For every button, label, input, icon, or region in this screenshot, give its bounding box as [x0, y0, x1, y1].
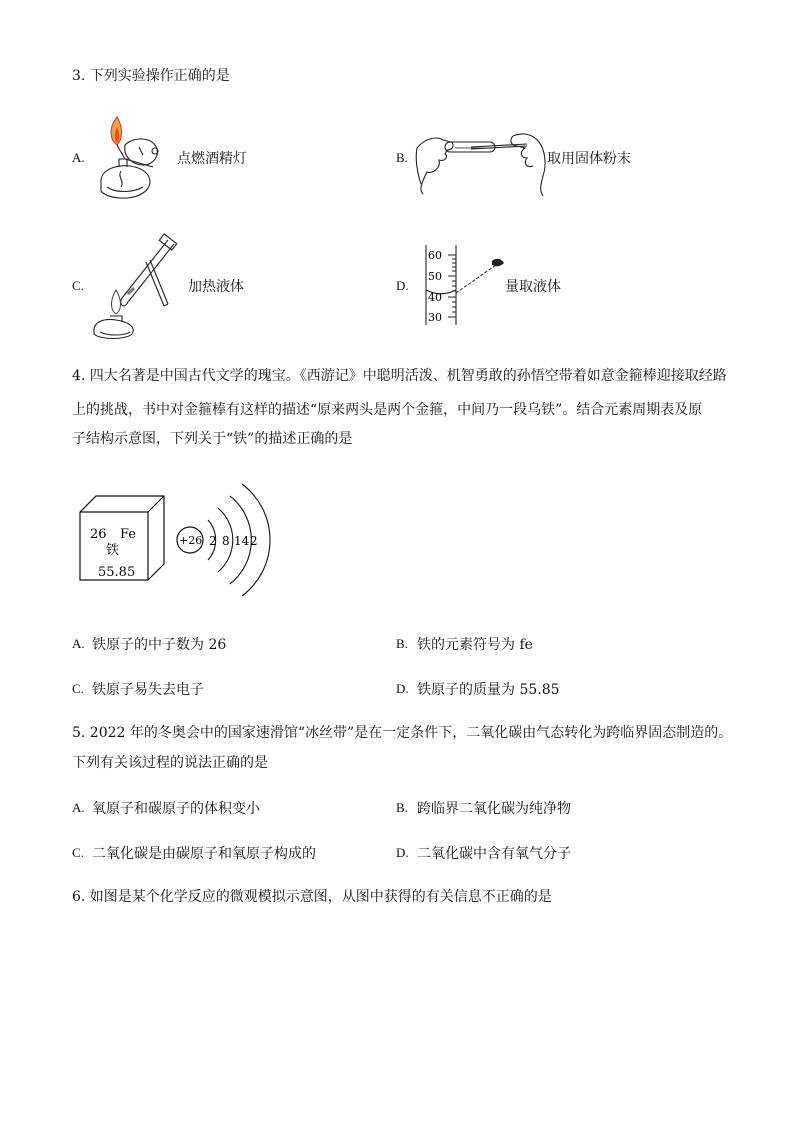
q5-option-d-text: 二氧化碳中含有氧气分子 [417, 846, 571, 862]
q4-option-d-letter: D. [396, 681, 409, 696]
test-tube-powder-icon [415, 128, 555, 198]
q4-option-d-text: 铁原子的质量为 55.85 [417, 682, 560, 698]
cylinder-tick-30: 30 [428, 311, 442, 324]
q5-option-c-text: 二氧化碳是由碳原子和氧原子构成的 [92, 846, 316, 862]
q4-option-b-text: 铁的元素符号为 fe [417, 637, 533, 653]
q4-option-c-letter: C. [72, 681, 84, 696]
q4-option-a-letter: A. [72, 636, 85, 651]
cylinder-tick-60: 60 [428, 249, 442, 262]
q4-option-a-text: 铁原子的中子数为 26 [92, 637, 227, 653]
q4-option-b-letter: B. [396, 636, 408, 651]
element-atomic-mass: 55.85 [98, 565, 136, 580]
shell-4-electrons: 2 [250, 534, 258, 548]
q3-option-c-letter: C. [72, 278, 84, 293]
q3-option-b-caption: 取用固体粉末 [547, 151, 631, 167]
element-atomic-number: 26 [90, 527, 107, 542]
q5-option-d-letter: D. [396, 845, 409, 860]
cylinder-tick-40: 40 [428, 291, 442, 304]
cylinder-tick-50: 50 [428, 270, 442, 283]
element-name: 铁 [106, 543, 120, 558]
q3-option-d-caption: 量取液体 [505, 279, 561, 295]
q4-stem-line-3: 子结构示意图，下列关于“铁”的描述正确的是 [72, 431, 353, 447]
q6-stem: 6. 如图是某个化学反应的微观模拟示意图，从图中获得的有关信息不正确的是 [72, 889, 552, 905]
q4-stem-line-2: 上的挑战，书中对金箍棒有这样的描述“原来两头是两个金箍，中间乃一段乌铁”。结合元素周期表及原 [72, 402, 703, 418]
shell-3-electrons: 14 [234, 534, 250, 548]
q4-stem-line-1: 4. 四大名著是中国古代文学的瑰宝。《西游记》中聪明活泼、机智勇敢的孙悟空带着如意金箍棒迎接取经路 [72, 368, 727, 384]
q4-option-c-text: 铁原子易失去电子 [92, 682, 204, 698]
alcohol-lamp-lighting-icon [95, 115, 175, 205]
q5-option-b-text: 跨临界二氧化碳为纯净物 [417, 801, 571, 817]
q3-option-b-letter: B. [396, 150, 408, 165]
q5-option-c-letter: C. [72, 845, 84, 860]
q3-stem: 3. 下列实验操作正确的是 [72, 68, 230, 84]
heating-test-tube-icon [88, 238, 178, 338]
q5-option-a-text: 氧原子和碳原子的体积变小 [92, 801, 260, 817]
q3-option-a-letter: A. [72, 150, 85, 165]
q5-option-b-letter: B. [396, 800, 408, 815]
q3-option-c-caption: 加热液体 [188, 279, 244, 295]
q3-option-d-letter: D. [396, 278, 409, 293]
q5-stem-line-2: 下列有关该过程的说法正确的是 [72, 755, 268, 771]
graduated-cylinder-reading-icon [420, 243, 510, 333]
shell-2-electrons: 8 [222, 534, 230, 548]
element-cell-box [78, 494, 168, 584]
shell-1-electrons: 2 [209, 534, 217, 548]
q5-option-a-letter: A. [72, 800, 85, 815]
q3-option-a-caption: 点燃酒精灯 [177, 151, 247, 167]
iron-atom-structure-diagram [172, 478, 272, 608]
q5-stem-line-1: 5. 2022 年的冬奥会中的国家速滑馆“冰丝带”是在一定条件下，二氧化碳由气态转化为跨临界固态制造的。 [72, 725, 733, 741]
element-symbol: Fe [120, 527, 137, 542]
atom-nucleus-charge: +26 [179, 534, 203, 547]
